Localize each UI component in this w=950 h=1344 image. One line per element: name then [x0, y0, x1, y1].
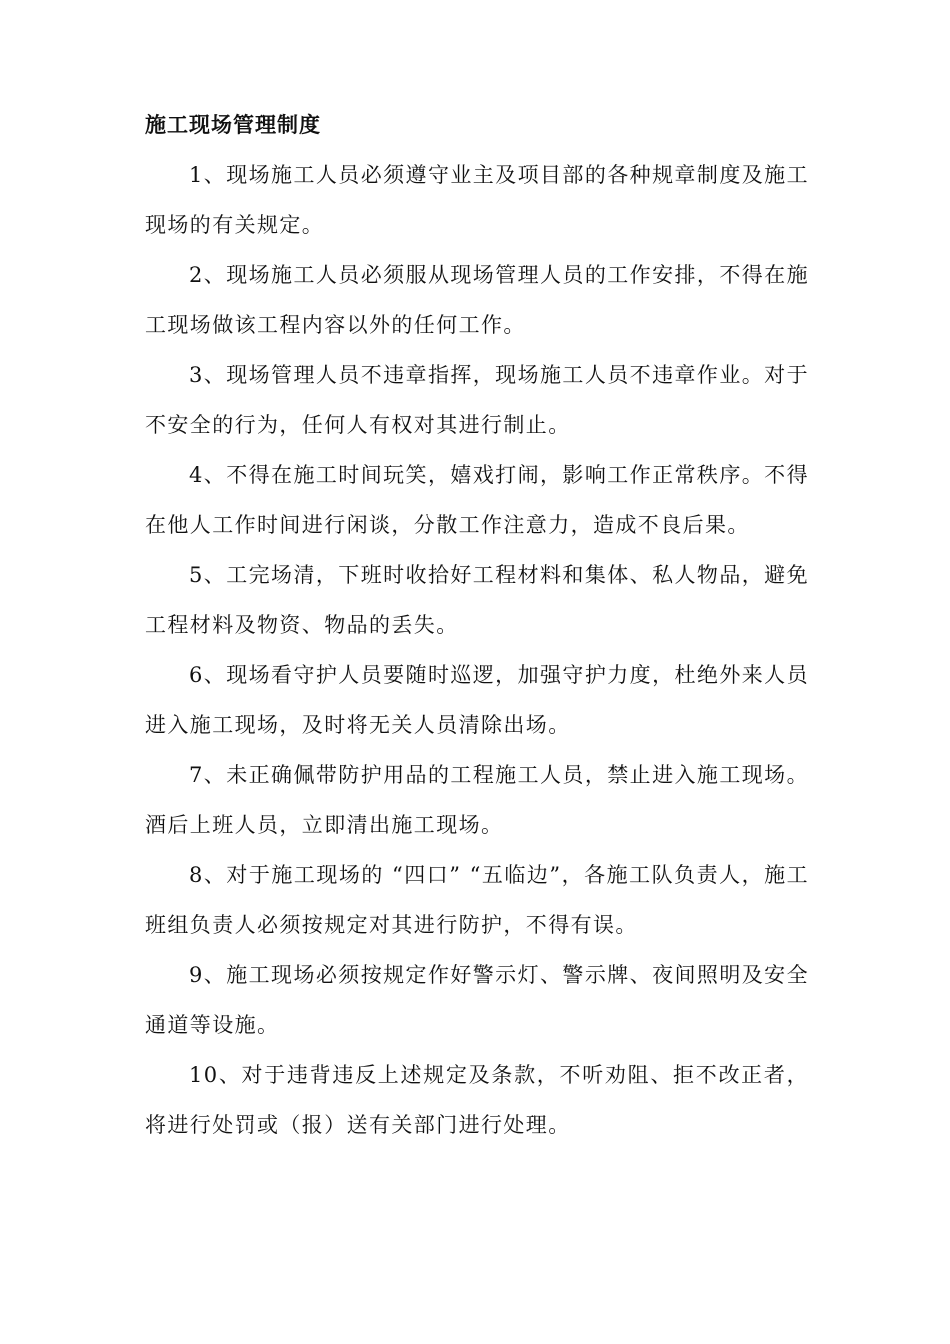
clause-2: 2、现场施工人员必须服从现场管理人员的工作安排，不得在施工现场做该工程内容以外的任何工作。	[145, 263, 809, 337]
clause-1: 1、现场施工人员必须遵守业主及项目部的各种规章制度及施工现场的有关规定。	[145, 163, 809, 237]
clause-10: 10、对于违背违反上述规定及条款，不听劝阻、拒不改正者，将进行处罚或（报）送有关部门进行处理。	[145, 1063, 809, 1137]
clause-7: 7、未正确佩带防护用品的工程施工人员，禁止进入施工现场。酒后上班人员，立即清出施工现场。	[145, 763, 809, 837]
clause-5: 5、工完场清，下班时收拾好工程材料和集体、私人物品，避免工程材料及物资、物品的丢失。	[145, 563, 809, 637]
clause-8: 8、对于施工现场的 “四口” “五临边”，各施工队负责人，施工班组负责人必须按规定对其进行防护，不得有误。	[145, 863, 809, 937]
clause-9: 9、施工现场必须按规定作好警示灯、警示牌、夜间照明及安全通道等设施。	[145, 963, 809, 1037]
clause-3: 3、现场管理人员不违章指挥，现场施工人员不违章作业。对于不安全的行为，任何人有权对其进行制止。	[145, 363, 809, 437]
clause-6: 6、现场看守护人员要随时巡逻，加强守护力度，杜绝外来人员进入施工现场，及时将无关人员清除出场。	[145, 663, 809, 737]
document-page	[145, 100, 809, 1150]
clause-4: 4、不得在施工时间玩笑，嬉戏打闹，影响工作正常秩序。不得在他人工作时间进行闲谈，分散工作注意力，造成不良后果。	[145, 463, 809, 537]
document-title: 施工现场管理制度	[145, 113, 321, 137]
